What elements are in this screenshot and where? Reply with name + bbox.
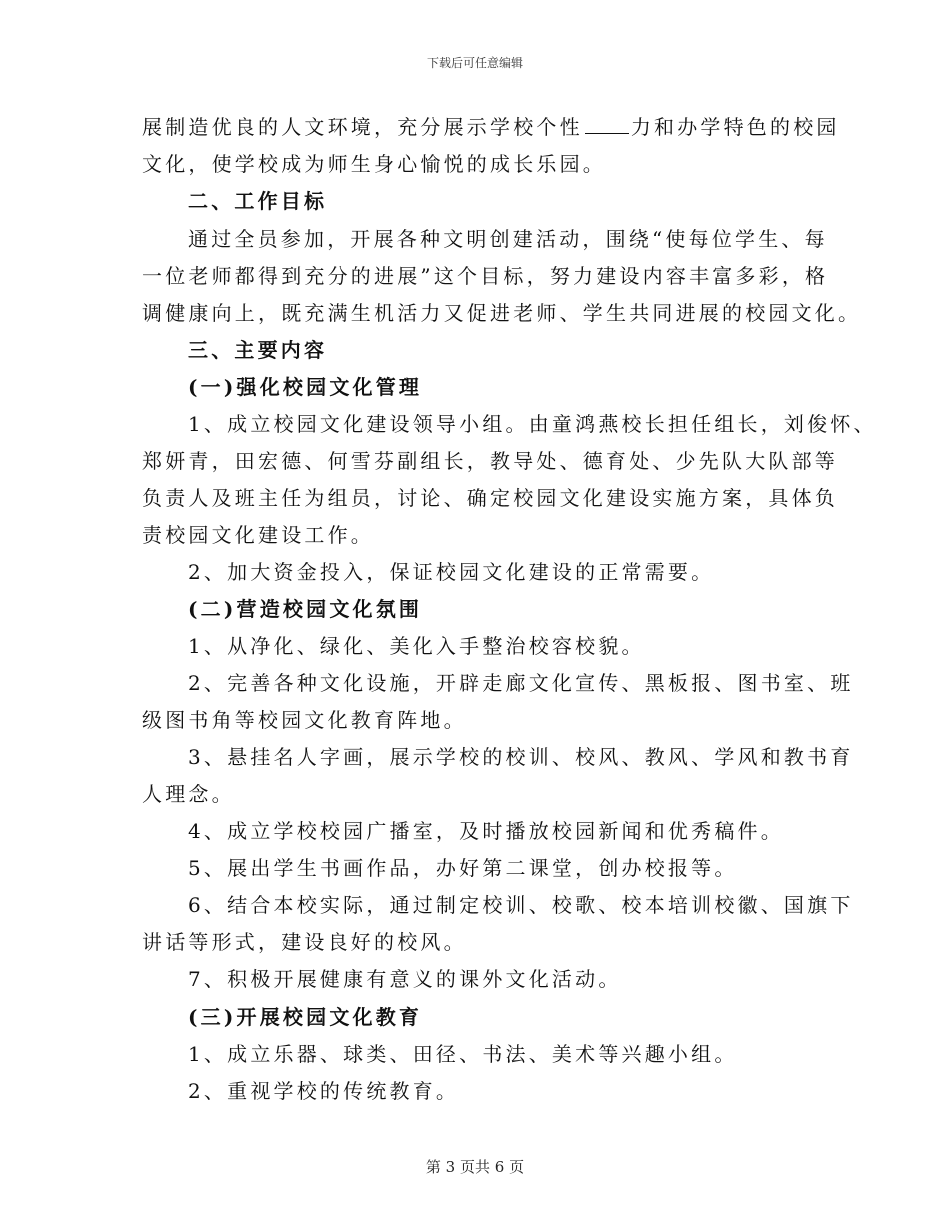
page-header-note: 下载后可任意编辑 [426, 56, 523, 70]
list-item-line: 6、结合本校实际，通过制定校训、校歌、校本培训校徽、国旗下 [188, 893, 854, 917]
text-segment: 力和办学特色的校园 [630, 115, 840, 139]
list-item-line: 2、完善各种文化设施，开辟走廊文化宣传、黑板报、图书室、班 [188, 671, 854, 695]
list-item-line: 人理念。 [142, 782, 235, 806]
list-item-line: 2、加大资金投入，保证校园文化建设的正常需要。 [188, 560, 715, 584]
list-item-line: 7、积极开展健康有意义的课外文化活动。 [188, 967, 622, 991]
list-item-line: 1、成立乐器、球类、田径、书法、美术等兴趣小组。 [188, 1042, 738, 1066]
list-item-line: 2、重视学校的传统教育。 [188, 1079, 460, 1103]
section-heading: 三、主要内容 [188, 338, 328, 362]
list-item-line: 5、展出学生书画作品，办好第二课堂，创办校报等。 [188, 856, 738, 880]
text-segment: 展制造优良的人文环境，充分展示学校个性 [142, 115, 583, 139]
list-item-line: 负责人及班主任为组员，讨论、确定校园文化建设实施方案，具体负 [142, 486, 838, 510]
list-item-line: 4、成立学校校园广播室，及时播放校园新闻和优秀稿件。 [188, 819, 784, 843]
paragraph-line: 通过全员参加，开展各种文明创建活动，围绕“使每位学生、每 [188, 227, 828, 251]
list-item-line: 郑妍青，田宏德、何雪芬副组长，教导处、德育处、少先队大队部等 [142, 449, 838, 473]
fill-in-blank [585, 115, 629, 134]
paragraph-line: 调健康向上，既充满生机活力又促进老师、学生共同进展的校园文化。 [142, 301, 862, 325]
list-item-line: 1、成立校园文化建设领导小组。由童鸿燕校长担任组长，刘俊怀、 [188, 412, 877, 436]
subsection-heading: (三)开展校园文化教育 [188, 1005, 423, 1029]
subsection-heading: (二)营造校园文化氛围 [188, 597, 423, 621]
list-item-line: 责校园文化建设工作。 [142, 523, 374, 547]
list-item-line: 3、悬挂名人字画，展示学校的校训、校风、教风、学风和教书育 [188, 745, 854, 769]
subsection-heading: (一)强化校园文化管理 [188, 375, 423, 399]
paragraph-line: 一位老师都得到充分的进展”这个目标，努力建设内容丰富多彩，格 [142, 264, 829, 288]
paragraph-line: 文化，使学校成为师生身心愉悦的成长乐园。 [142, 152, 606, 176]
list-item-line: 讲话等形式，建设良好的校风。 [142, 930, 467, 954]
list-item-line: 1、从净化、绿化、美化入手整治校容校貌。 [188, 634, 645, 658]
paragraph-line [142, 115, 840, 139]
section-heading: 二、工作目标 [188, 189, 328, 213]
list-item-line: 级图书角等校园文化教育阵地。 [142, 708, 467, 732]
page-number: 第 3 页共 6 页 [425, 1158, 525, 1176]
